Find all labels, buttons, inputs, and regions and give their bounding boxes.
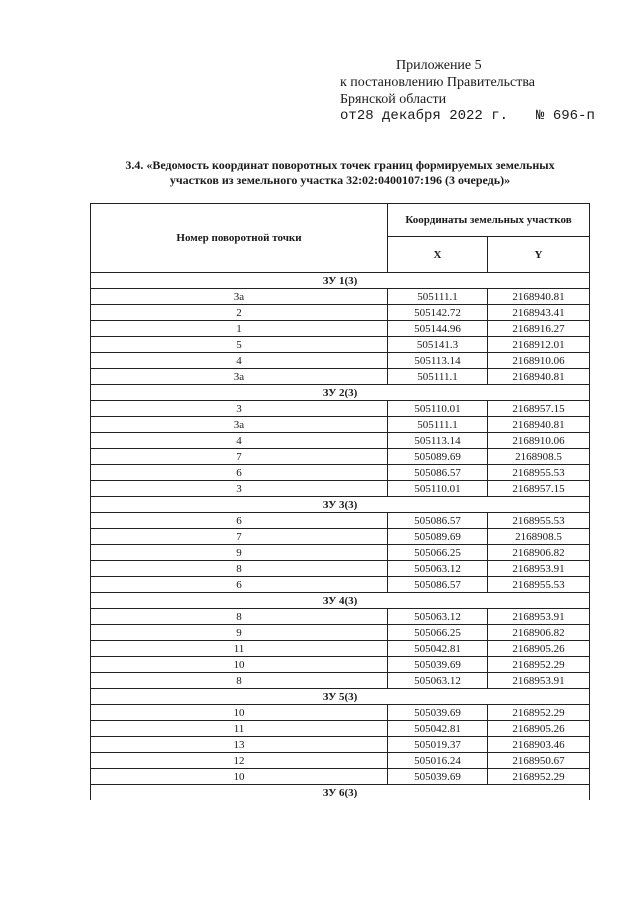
date-prefix: от [340,108,357,124]
coordinates-table [90,203,590,800]
group-name: ЗУ 1(3) [91,273,590,289]
point-number-cell: 9 [91,545,388,561]
point-number-cell: 11 [91,641,388,657]
point-number-cell: 4 [91,433,388,449]
y-coordinate-cell: 2168908.5 [488,529,590,545]
y-coordinate-cell: 2168955.53 [488,465,590,481]
section-title-line-2: участков из земельного участка 32:02:0400107:196 (3 очередь)» [169,173,511,187]
table-row [91,305,590,321]
table-row [91,289,590,305]
y-coordinate-cell: 2168908.5 [488,449,590,465]
x-coordinate-cell: 505086.57 [388,465,488,481]
x-coordinate-cell: 505019.37 [388,737,488,753]
y-coordinate-cell: 2168905.26 [488,721,590,737]
x-coordinate-cell: 505042.81 [388,721,488,737]
group-name: ЗУ 6(3) [91,785,590,801]
point-number-cell: 5 [91,337,388,353]
x-coordinate-cell: 505042.81 [388,641,488,657]
table-row [91,513,590,529]
x-coordinate-cell: 505086.57 [388,577,488,593]
x-coordinate-cell: 505039.69 [388,657,488,673]
table-row [91,561,590,577]
x-coordinate-cell: 505144.96 [388,321,488,337]
x-coordinate-cell: 505089.69 [388,529,488,545]
table-row [91,545,590,561]
x-coordinate-cell: 505016.24 [388,753,488,769]
y-coordinate-cell: 2168950.67 [488,753,590,769]
table-row [91,625,590,641]
group-row [91,785,590,801]
table-row [91,641,590,657]
y-coordinate-cell: 2168916.27 [488,321,590,337]
y-coordinate-cell: 2168906.82 [488,545,590,561]
point-number-cell: 3а [91,289,388,305]
table-row [91,465,590,481]
table-row [91,321,590,337]
x-coordinate-cell: 505111.1 [388,417,488,433]
section-title [90,158,590,188]
table-row [91,401,590,417]
y-coordinate-cell: 2168940.81 [488,289,590,305]
group-row [91,385,590,401]
resolution-date: 28 декабря 2022 г. [356,108,509,124]
table-row [91,337,590,353]
table-row [91,529,590,545]
point-number-cell: 4 [91,353,388,369]
resolution-number: № 696-п [536,108,595,124]
y-coordinate-cell: 2168906.82 [488,625,590,641]
point-number-cell: 7 [91,529,388,545]
y-coordinate-cell: 2168940.81 [488,417,590,433]
table-row [91,737,590,753]
point-number-cell: 7 [91,449,388,465]
table-row [91,721,590,737]
point-number-cell: 3а [91,369,388,385]
y-coordinate-cell: 2168943.41 [488,305,590,321]
x-coordinate-cell: 505063.12 [388,673,488,689]
y-coordinate-cell: 2168957.15 [488,481,590,497]
point-number-cell: 9 [91,625,388,641]
group-name: ЗУ 5(3) [91,689,590,705]
point-number-cell: 1 [91,321,388,337]
x-coordinate-cell: 505111.1 [388,289,488,305]
x-coordinate-cell: 505039.69 [388,705,488,721]
y-coordinate-cell: 2168955.53 [488,577,590,593]
x-coordinate-cell: 505066.25 [388,625,488,641]
appendix-label: Приложение 5 [396,58,482,73]
point-number-cell: 3а [91,417,388,433]
x-coordinate-cell: 505063.12 [388,561,488,577]
table-row [91,449,590,465]
date-line [340,108,595,125]
point-number-cell: 13 [91,737,388,753]
y-coordinate-cell: 2168957.15 [488,401,590,417]
x-coordinate-cell: 505110.01 [388,401,488,417]
coordinates-table-body [91,273,590,801]
table-row [91,657,590,673]
x-coordinate-cell: 505113.14 [388,353,488,369]
y-coordinate-cell: 2168903.46 [488,737,590,753]
column-header-x: X [388,237,488,273]
y-coordinate-cell: 2168953.91 [488,673,590,689]
point-number-cell: 2 [91,305,388,321]
section-title-line-1: 3.4. «Ведомость координат поворотных точек границ формируемых земельных [125,158,555,172]
y-coordinate-cell: 2168953.91 [488,561,590,577]
table-row [91,369,590,385]
y-coordinate-cell: 2168912.01 [488,337,590,353]
point-number-cell: 3 [91,401,388,417]
y-coordinate-cell: 2168952.29 [488,769,590,785]
column-header-coordinates: Координаты земельных участков [388,204,590,237]
point-number-cell: 10 [91,657,388,673]
point-number-cell: 10 [91,705,388,721]
point-number-cell: 8 [91,561,388,577]
point-number-cell: 6 [91,465,388,481]
y-coordinate-cell: 2168952.29 [488,657,590,673]
x-coordinate-cell: 505113.14 [388,433,488,449]
table-row [91,433,590,449]
group-name: ЗУ 2(3) [91,385,590,401]
table-row [91,353,590,369]
column-header-point: Номер поворотной точки [91,204,388,273]
x-coordinate-cell: 505086.57 [388,513,488,529]
column-header-y: Y [488,237,590,273]
y-coordinate-cell: 2168910.06 [488,433,590,449]
group-row [91,593,590,609]
document-header [340,57,595,125]
group-row [91,273,590,289]
group-row [91,689,590,705]
point-number-cell: 6 [91,577,388,593]
group-row [91,497,590,513]
table-row [91,577,590,593]
point-number-cell: 11 [91,721,388,737]
table-row [91,673,590,689]
table-row [91,417,590,433]
resolution-line: к постановлению Правительства [340,75,536,90]
x-coordinate-cell: 505142.72 [388,305,488,321]
x-coordinate-cell: 505039.69 [388,769,488,785]
region-line: Брянской области [340,92,447,107]
y-coordinate-cell: 2168955.53 [488,513,590,529]
x-coordinate-cell: 505110.01 [388,481,488,497]
table-row [91,753,590,769]
x-coordinate-cell: 505141.3 [388,337,488,353]
point-number-cell: 8 [91,673,388,689]
y-coordinate-cell: 2168940.81 [488,369,590,385]
y-coordinate-cell: 2168905.26 [488,641,590,657]
y-coordinate-cell: 2168910.06 [488,353,590,369]
group-name: ЗУ 3(3) [91,497,590,513]
point-number-cell: 6 [91,513,388,529]
point-number-cell: 3 [91,481,388,497]
x-coordinate-cell: 505066.25 [388,545,488,561]
x-coordinate-cell: 505111.1 [388,369,488,385]
y-coordinate-cell: 2168953.91 [488,609,590,625]
point-number-cell: 10 [91,769,388,785]
y-coordinate-cell: 2168952.29 [488,705,590,721]
x-coordinate-cell: 505063.12 [388,609,488,625]
table-row [91,609,590,625]
table-row [91,769,590,785]
point-number-cell: 12 [91,753,388,769]
x-coordinate-cell: 505089.69 [388,449,488,465]
table-row [91,481,590,497]
group-name: ЗУ 4(3) [91,593,590,609]
table-row [91,705,590,721]
point-number-cell: 8 [91,609,388,625]
